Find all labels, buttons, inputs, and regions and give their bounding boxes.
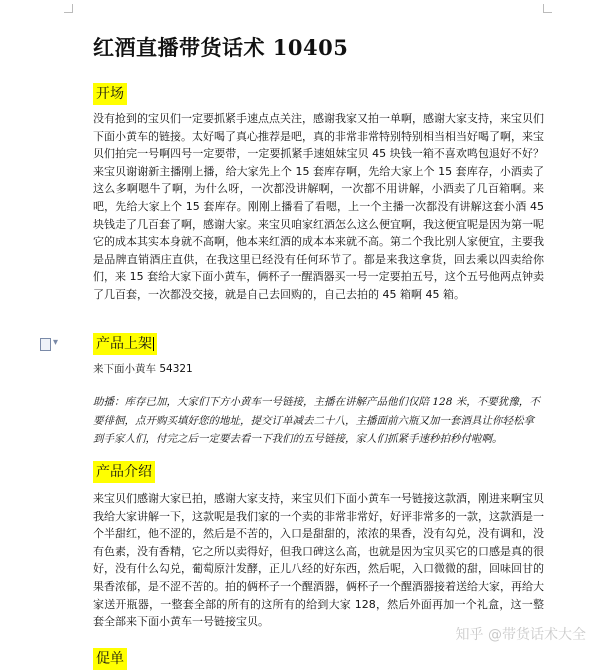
- watermark: 知乎 @带货话术大全: [455, 627, 586, 643]
- page-corner-top-right: [543, 4, 552, 13]
- heading-listing: [93, 333, 157, 355]
- document-icon[interactable]: [40, 338, 62, 350]
- assist-note: 助播：库存已加，大家们下方小黄车一号链接，主播在讲解产品他们仅陪 128 米，不要犹豫，不要徘徊，点开购买填好您的地址，提交订单减去二十八，主播面前六瓶又加一套酒具让你轻松拿到手家人们，付完之后一定要去看一下我们的五号链接，家人们抓紧手速秒拍秒付啦啊。: [93, 396, 540, 445]
- document-title: 红酒直播带货话术 10405: [93, 35, 349, 60]
- heading-intro: 产品介绍: [93, 461, 155, 483]
- page-corner-top-left: [64, 4, 73, 13]
- text-cursor: [153, 337, 154, 351]
- dropdown-caret-icon[interactable]: ▾: [53, 337, 59, 348]
- listing-link-line: 来下面小黄车 54321: [93, 363, 193, 375]
- heading-promo: 促单: [93, 648, 127, 670]
- heading-opening: 开场: [93, 83, 127, 105]
- opening-paragraph: 没有抢到的宝贝们一定要抓紧手速点点关注，感谢我家又拍一单啊，感谢大家支持，来宝贝们下面小黄车的链接。太好喝了真心推荐是吧，真的非常非常特别特别相当相当好喝了啊，来宝贝们拍完一号啊四号一定要带，一定要抓紧手速姐妹宝贝 45 块钱一箱不喜欢鸣包退好不好？来宝贝谢谢新主播刚上播，给大家先上个 15 套库存啊，先给大家上个 15 套库存，小酒卖了这么多啊嗯牛了啊，为什么呀，一次都没讲解啊，一次都不用讲解，小酒卖了几百箱啊。来吧，先给大家上个 15 套库存。刚刚上播看了看嗯，上一个主播一次都没有讲解这套小酒 45 块钱走了几百套了啊，感谢大家。来宝贝咱家红酒怎么这么便宜啊，我这便宜呢是因为第一呢它的成本其实本身就不高啊，他本来红酒的成本本来就不高。第二个我比别人家便宜，主要我是品牌直销酒庄直供，在我这里已经没有任何环节了。都是来我这拿货，回去乘以四卖给你们，来 15 套给大家下面小黄车，俩杯子一醒酒器买一号一定要拍五号，这个五号他两点钟卖了几百套，一次都没交接，就是自己去回购的，自己去拍的 45 箱啊 45 箱。: [93, 112, 544, 301]
- intro-paragraph: 来宝贝们感谢大家已拍，感谢大家支持，来宝贝们下面小黄车一号链接这款酒，刚进来啊宝贝我给大家讲解一下，这款呢是我们家的一个卖的非常非常好，好评非常多的一款，这款酒是一个半甜红，他不涩的，然后是不苦的，入口是甜甜的，浓浓的果香，没有勾兑，没有调和，没有色素，没有香精，它之所以卖得好，但我口碑这么高，也就是因为宝贝买它的口感是真的很好，没有什么勾兑，葡萄原汁发酵，正儿八经的好东西，然后呢，入口微微的甜，回味回甘的果香浓郁，是不涩不苦的。拍的俩杯子一个醒酒器，俩杯子一个醒酒器接着送给大家，再给大家送开瓶器，一整套全部的所有的这所有的给到大家 128，然后外面再加一个礼盒，这一整套全部来下面小黄车一号链接宝贝。: [93, 492, 544, 629]
- heading-listing-text: 产品上架: [96, 336, 152, 352]
